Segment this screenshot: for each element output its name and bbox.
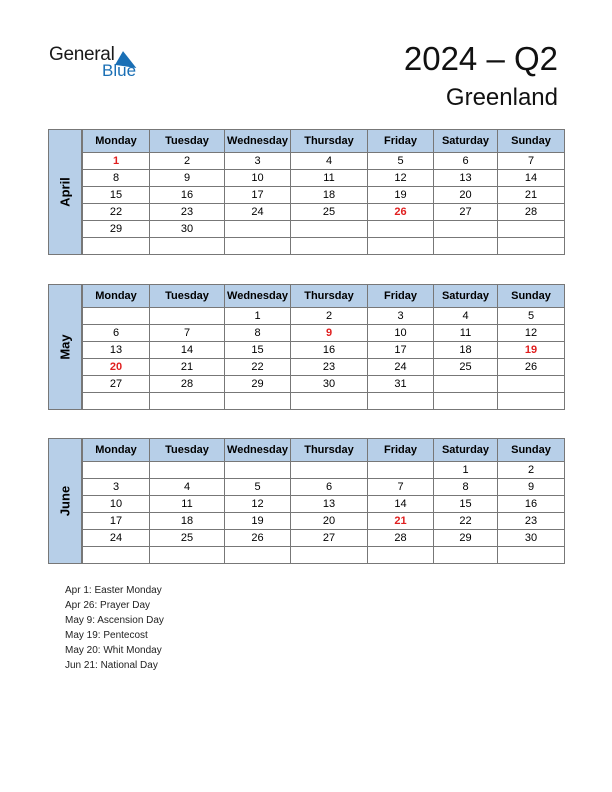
day-cell: 24 [368, 359, 434, 376]
day-cell: 13 [83, 342, 150, 359]
day-cell: 1 [434, 462, 498, 479]
holiday-note: Apr 1: Easter Monday [65, 585, 162, 596]
day-cell: 10 [368, 325, 434, 342]
day-cell: 15 [434, 496, 498, 513]
holiday-note: Apr 26: Prayer Day [65, 600, 151, 611]
day-cell: 5 [225, 479, 291, 496]
day-cell: 22 [434, 513, 498, 530]
day-cell: 11 [150, 496, 225, 513]
month-table [82, 284, 565, 410]
day-cell: 14 [368, 496, 434, 513]
weekday-header: Tuesday [150, 130, 225, 153]
logo [49, 44, 159, 84]
empty-day-cell [498, 547, 565, 564]
day-cell: 28 [498, 204, 565, 221]
week-row [83, 376, 565, 393]
day-cell: 18 [150, 513, 225, 530]
day-cell: 12 [498, 325, 565, 342]
week-row [83, 153, 565, 170]
empty-day-cell [83, 547, 150, 564]
day-cell: 30 [150, 221, 225, 238]
empty-day-cell [225, 547, 291, 564]
day-cell: 20 [291, 513, 368, 530]
day-cell: 31 [368, 376, 434, 393]
week-row [83, 325, 565, 342]
day-cell: 18 [434, 342, 498, 359]
empty-day-cell [150, 462, 225, 479]
weekday-header: Sunday [498, 130, 565, 153]
day-cell: 25 [434, 359, 498, 376]
day-cell: 26 [498, 359, 565, 376]
weekday-header: Thursday [291, 285, 368, 308]
day-cell: 4 [150, 479, 225, 496]
empty-day-cell [434, 547, 498, 564]
month-table [82, 438, 565, 564]
weekday-header: Sunday [498, 285, 565, 308]
week-row [83, 496, 565, 513]
day-cell: 24 [225, 204, 291, 221]
day-cell: 19 [225, 513, 291, 530]
day-cell: 13 [434, 170, 498, 187]
day-cell: 12 [368, 170, 434, 187]
day-cell: 4 [291, 153, 368, 170]
day-cell: 15 [83, 187, 150, 204]
month-block-april [48, 129, 564, 255]
weekday-header: Friday [368, 439, 434, 462]
day-cell: 28 [150, 376, 225, 393]
week-row [83, 342, 565, 359]
day-cell: 2 [498, 462, 565, 479]
empty-day-cell [498, 221, 565, 238]
day-cell: 29 [83, 221, 150, 238]
empty-day-cell [225, 462, 291, 479]
day-cell: 7 [368, 479, 434, 496]
day-cell: 5 [368, 153, 434, 170]
weekday-header: Thursday [291, 130, 368, 153]
empty-day-cell [83, 308, 150, 325]
empty-day-cell [225, 221, 291, 238]
day-cell: 2 [291, 308, 368, 325]
day-cell: 8 [434, 479, 498, 496]
empty-day-cell [291, 462, 368, 479]
day-cell: 9 [291, 325, 368, 342]
day-cell: 23 [291, 359, 368, 376]
week-row [83, 393, 565, 410]
day-cell: 7 [150, 325, 225, 342]
day-cell: 14 [498, 170, 565, 187]
week-row [83, 513, 565, 530]
day-cell: 30 [498, 530, 565, 547]
day-cell: 9 [498, 479, 565, 496]
day-cell: 8 [225, 325, 291, 342]
empty-day-cell [434, 221, 498, 238]
week-row [83, 462, 565, 479]
holiday-note: May 19: Pentecost [65, 630, 148, 641]
empty-day-cell [498, 376, 565, 393]
day-cell: 25 [291, 204, 368, 221]
day-cell: 9 [150, 170, 225, 187]
week-row [83, 170, 565, 187]
day-cell: 20 [434, 187, 498, 204]
day-cell: 21 [498, 187, 565, 204]
weekday-header: Wednesday [225, 439, 291, 462]
week-row [83, 238, 565, 255]
day-cell: 13 [291, 496, 368, 513]
week-row [83, 187, 565, 204]
page-subtitle: Greenland [445, 84, 558, 111]
empty-day-cell [225, 393, 291, 410]
empty-day-cell [434, 238, 498, 255]
day-cell: 3 [225, 153, 291, 170]
day-cell: 10 [83, 496, 150, 513]
weekday-header: Saturday [434, 130, 498, 153]
holiday-note: May 20: Whit Monday [65, 645, 162, 656]
day-cell: 18 [291, 187, 368, 204]
day-cell: 5 [498, 308, 565, 325]
day-cell: 8 [83, 170, 150, 187]
day-cell: 19 [368, 187, 434, 204]
month-label [48, 284, 82, 410]
day-cell: 6 [291, 479, 368, 496]
day-cell: 29 [434, 530, 498, 547]
empty-day-cell [368, 393, 434, 410]
weekday-header: Monday [83, 285, 150, 308]
empty-day-cell [83, 238, 150, 255]
day-cell: 1 [225, 308, 291, 325]
empty-day-cell [368, 547, 434, 564]
holiday-note: May 9: Ascension Day [65, 615, 164, 626]
week-row [83, 547, 565, 564]
weekday-header: Wednesday [225, 285, 291, 308]
logo-text-general: General [49, 44, 115, 65]
day-cell: 6 [83, 325, 150, 342]
day-cell: 23 [150, 204, 225, 221]
day-cell: 3 [368, 308, 434, 325]
day-cell: 12 [225, 496, 291, 513]
weekday-header: Tuesday [150, 285, 225, 308]
empty-day-cell [291, 547, 368, 564]
empty-day-cell [434, 393, 498, 410]
empty-day-cell [368, 238, 434, 255]
day-cell: 6 [434, 153, 498, 170]
day-cell: 29 [225, 376, 291, 393]
month-label [48, 129, 82, 255]
day-cell: 4 [434, 308, 498, 325]
day-cell: 17 [83, 513, 150, 530]
weekday-header: Friday [368, 285, 434, 308]
weekday-header: Monday [83, 439, 150, 462]
empty-day-cell [291, 393, 368, 410]
day-cell: 27 [291, 530, 368, 547]
empty-day-cell [83, 393, 150, 410]
day-cell: 17 [225, 187, 291, 204]
empty-day-cell [498, 393, 565, 410]
empty-day-cell [434, 376, 498, 393]
day-cell: 19 [498, 342, 565, 359]
day-cell: 22 [225, 359, 291, 376]
week-row [83, 308, 565, 325]
weekday-header: Tuesday [150, 439, 225, 462]
month-block-june [48, 438, 564, 564]
day-cell: 3 [83, 479, 150, 496]
month-name: May [57, 334, 73, 360]
month-label [48, 438, 82, 564]
empty-day-cell [150, 238, 225, 255]
day-cell: 21 [368, 513, 434, 530]
week-row [83, 530, 565, 547]
empty-day-cell [498, 238, 565, 255]
empty-day-cell [291, 221, 368, 238]
weekday-header: Monday [83, 130, 150, 153]
weekday-header: Wednesday [225, 130, 291, 153]
day-cell: 14 [150, 342, 225, 359]
day-cell: 11 [434, 325, 498, 342]
day-cell: 16 [291, 342, 368, 359]
weekday-header: Friday [368, 130, 434, 153]
day-cell: 30 [291, 376, 368, 393]
empty-day-cell [150, 547, 225, 564]
month-block-may [48, 284, 564, 410]
week-row [83, 359, 565, 376]
day-cell: 21 [150, 359, 225, 376]
day-cell: 28 [368, 530, 434, 547]
empty-day-cell [150, 393, 225, 410]
day-cell: 11 [291, 170, 368, 187]
weekday-header: Sunday [498, 439, 565, 462]
weekday-header: Saturday [434, 285, 498, 308]
day-cell: 26 [225, 530, 291, 547]
empty-day-cell [291, 238, 368, 255]
month-name: June [57, 485, 73, 517]
day-cell: 24 [83, 530, 150, 547]
weekday-header: Thursday [291, 439, 368, 462]
weekday-header: Saturday [434, 439, 498, 462]
day-cell: 26 [368, 204, 434, 221]
empty-day-cell [368, 462, 434, 479]
week-row [83, 479, 565, 496]
empty-day-cell [83, 462, 150, 479]
day-cell: 17 [368, 342, 434, 359]
holiday-note: Jun 21: National Day [65, 660, 158, 671]
logo-text-blue: Blue [102, 61, 137, 80]
day-cell: 15 [225, 342, 291, 359]
day-cell: 23 [498, 513, 565, 530]
week-row [83, 221, 565, 238]
page-title: 2024 – Q2 [403, 40, 558, 77]
empty-day-cell [150, 308, 225, 325]
day-cell: 16 [150, 187, 225, 204]
empty-day-cell [225, 238, 291, 255]
holiday-notes [65, 583, 164, 673]
day-cell: 10 [225, 170, 291, 187]
day-cell: 7 [498, 153, 565, 170]
day-cell: 2 [150, 153, 225, 170]
empty-day-cell [368, 221, 434, 238]
day-cell: 25 [150, 530, 225, 547]
week-row [83, 204, 565, 221]
day-cell: 20 [83, 359, 150, 376]
day-cell: 27 [83, 376, 150, 393]
month-name: April [57, 177, 73, 207]
day-cell: 27 [434, 204, 498, 221]
day-cell: 1 [83, 153, 150, 170]
day-cell: 16 [498, 496, 565, 513]
day-cell: 22 [83, 204, 150, 221]
month-table [82, 129, 565, 255]
